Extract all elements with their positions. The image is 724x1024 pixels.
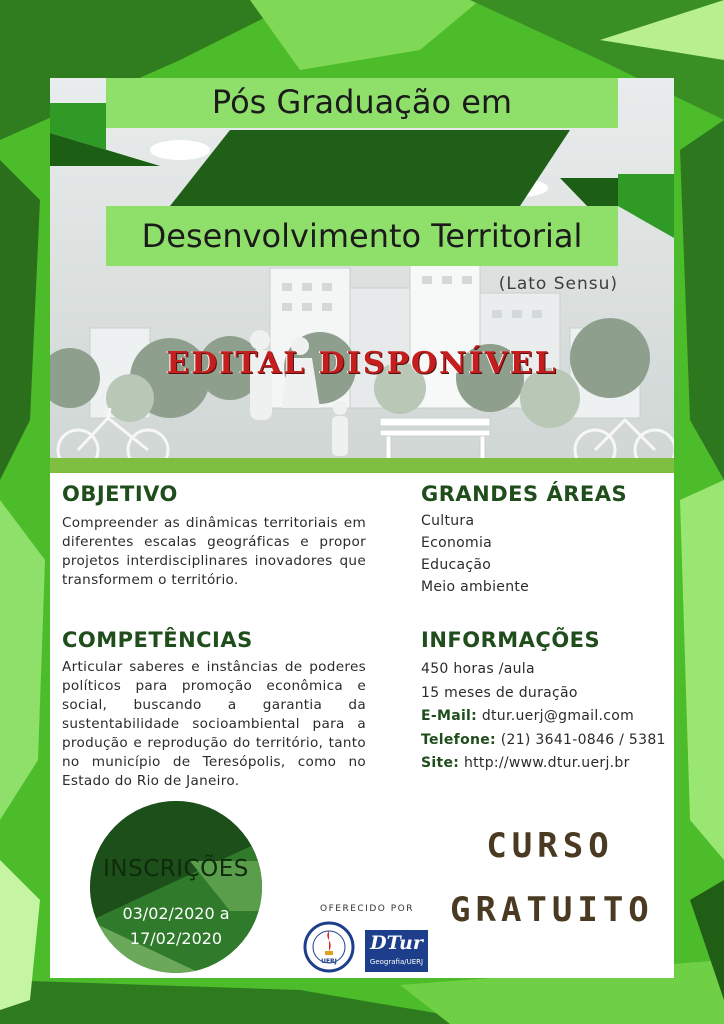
dtur-logo (365, 930, 428, 972)
title-line2: Desenvolvimento Territorial (141, 217, 583, 255)
inscricoes-date-from: 03/02/2020 a (122, 904, 230, 923)
poster-card (50, 78, 674, 978)
title-banner-line2 (106, 206, 618, 266)
inscricoes-title: INSCRIÇÕES (103, 856, 249, 882)
area-item: Educação (421, 557, 492, 573)
gratuito-label: GRATUITO (450, 890, 654, 930)
objetivo-text: Compreender as dinâmicas territoriais em diferentes escalas geográficas e propor projetos interdisciplinares inovadores que transformem o território. (62, 515, 366, 588)
duration-info: 15 meses de duração (421, 684, 578, 701)
title-banner-line1 (106, 78, 618, 128)
area-item: Cultura (421, 513, 475, 529)
informacoes-list (421, 658, 666, 776)
grandes-areas-list (421, 510, 529, 598)
lato-sensu-label: (Lato Sensu) (498, 274, 618, 294)
uerj-logo (303, 921, 355, 973)
phone-info (421, 729, 666, 753)
edital-disponivel-highlight: EDITAL DISPONÍVEL (166, 346, 558, 381)
uerj-logo-text: UERJ (321, 958, 337, 965)
phone-label: Telefone: (421, 731, 496, 748)
inscricoes-date-to: 17/02/2020 (129, 929, 223, 948)
dtur-logo-subtitle: Geografia/UERJ (369, 958, 424, 966)
objetivo-heading: OBJETIVO (62, 482, 178, 506)
oferecido-por-label: OFERECIDO POR (320, 904, 414, 914)
email-label: E-Mail: (421, 708, 478, 724)
competencias-text: Articular saberes e instâncias de poderes políticos para promoção econômica e social, buscando a garantia da sustentabilidade socioambiental para a produção e reprodução do território, tanto no município de Teresópolis, como no Estado do Rio de Janeiro. (62, 659, 366, 789)
inscricoes-circle (90, 801, 262, 973)
competencias-heading: COMPETÊNCIAS (62, 628, 253, 652)
phone-value: (21) 3641-0846 / 5381 (500, 731, 666, 748)
email-info (421, 705, 666, 729)
email-link[interactable]: dtur.uerj@gmail.com (481, 708, 635, 724)
site-label: Site: (421, 755, 460, 771)
grandes-areas-heading: GRANDES ÁREAS (421, 482, 628, 506)
area-item: Meio ambiente (421, 579, 530, 595)
site-info (421, 752, 666, 776)
informacoes-heading: INFORMAÇÕES (421, 628, 601, 652)
hours-info: 450 horas /aula (421, 661, 535, 677)
site-link[interactable]: http://www.dtur.uerj.br (463, 755, 630, 771)
title-line1: Pós Graduação em (211, 83, 513, 121)
dtur-logo-text: DTur (370, 932, 423, 954)
area-item: Economia (421, 535, 493, 551)
curso-label: CURSO (486, 826, 614, 866)
